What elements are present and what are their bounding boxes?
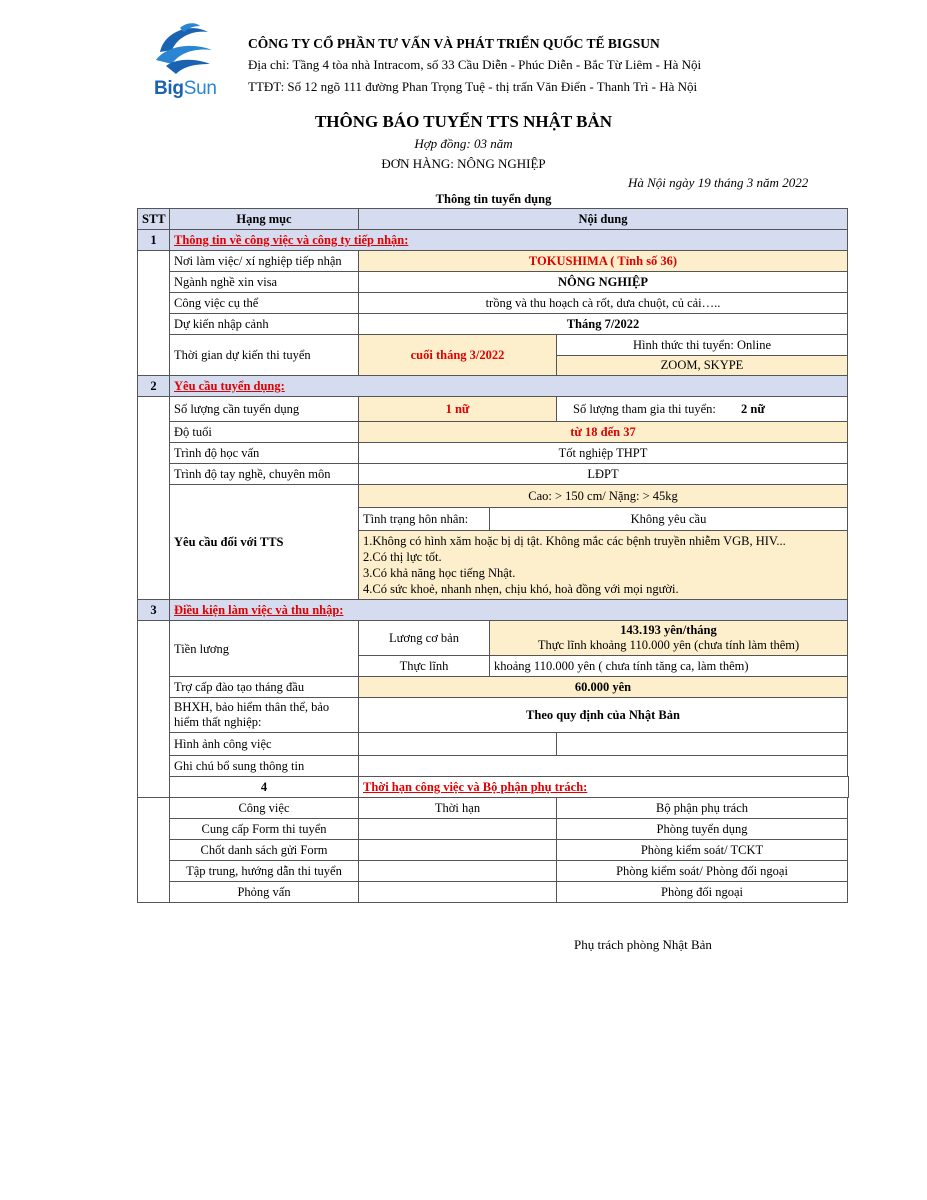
table-row — [138, 840, 849, 861]
row-label: Dự kiến nhập cảnh — [170, 314, 359, 335]
training-center-address: TTĐT: Số 12 ngõ 111 đường Phan Trọng Tuệ - thị trấn Văn Điển - Thanh Trì - Hà Nội — [248, 79, 698, 94]
row-label: Độ tuổi — [170, 422, 359, 443]
base-salary-value: 143.193 yên/tháng — [620, 623, 717, 637]
row-label: Tiền lương — [170, 621, 359, 677]
dept-cell: Phòng đối ngoại — [557, 882, 848, 903]
row-value: NÔNG NGHIỆP — [359, 272, 848, 293]
table-row — [138, 443, 849, 464]
company-name: CÔNG TY CỔ PHẦN TƯ VẤN VÀ PHÁT TRIỂN QUỐC TẾ BIGSUN — [248, 36, 660, 51]
section-1-row — [138, 230, 849, 251]
marital-label: Tình trạng hôn nhân: — [359, 508, 490, 530]
requirement-item: 3.Có khả năng học tiếng Nhật. — [363, 566, 516, 580]
task-cell: Phỏng vấn — [170, 882, 359, 903]
table-row — [138, 819, 849, 840]
row-label: Trình độ học vấn — [170, 443, 359, 464]
deadline-cell — [359, 840, 557, 861]
requirements-list — [359, 531, 847, 599]
table-row — [138, 798, 849, 819]
exam-form: Hình thức thi tuyển: Online — [557, 335, 847, 356]
section-title: Thời hạn công việc và Bộ phận phụ trách: — [363, 780, 588, 794]
row-value: Tháng 7/2022 — [359, 314, 848, 335]
section-number: 1 — [138, 230, 170, 251]
table-header-row — [138, 209, 849, 230]
row-label: Ngành nghề xin visa — [170, 272, 359, 293]
table-row — [138, 422, 849, 443]
deadline-cell — [359, 861, 557, 882]
header-content: Nội dung — [359, 209, 848, 230]
requirement-item: 4.Có sức khoẻ, nhanh nhẹn, chịu khó, hoà đồng với mọi người. — [363, 582, 679, 596]
base-salary-label: Lương cơ bản — [359, 621, 490, 656]
row-label: Công việc cụ thể — [170, 293, 359, 314]
section-title: Điều kiện làm việc và thu nhập: — [174, 603, 344, 617]
row-label: Số lượng cần tuyển dụng — [170, 397, 359, 422]
row-label: Yêu cầu đối với TTS — [170, 485, 359, 600]
task-cell: Tập trung, hướng dẫn thi tuyển — [170, 861, 359, 882]
net-salary-label: Thực lĩnh — [359, 656, 490, 677]
table-row — [138, 314, 849, 335]
requirement-item: 2.Có thị lực tốt. — [363, 550, 442, 564]
table-row — [138, 397, 849, 422]
row-value: 1 nữ — [359, 397, 557, 422]
base-salary-note: Thực lĩnh khoảng 110.000 yên (chưa tính làm thêm) — [537, 638, 800, 652]
marital-value: Không yêu cầu — [630, 512, 707, 526]
row-value: trồng và thu hoạch cà rốt, dưa chuột, củ cải….. — [359, 293, 848, 314]
row-label: Hình ảnh công việc — [170, 733, 359, 756]
order-type: ĐƠN HÀNG: NÔNG NGHIỆP — [381, 156, 546, 171]
row-label: Thời gian dự kiến thi tuyển — [170, 335, 359, 376]
table-row — [138, 677, 849, 698]
table-row — [138, 272, 849, 293]
exam-qty-value: 2 nữ — [741, 402, 765, 416]
col-task: Công việc — [170, 798, 359, 819]
row-value: từ 18 đến 37 — [359, 422, 848, 443]
table-row — [138, 861, 849, 882]
row-label: BHXH, bảo hiểm thân thể, bảo hiểm thất nghiệp: — [170, 698, 359, 733]
bigsun-logo — [150, 20, 218, 100]
section-3-row — [138, 600, 849, 621]
table-row — [138, 698, 849, 733]
task-cell: Chốt danh sách gửi Form — [170, 840, 359, 861]
row-value: cuối tháng 3/2022 — [359, 335, 557, 376]
body-requirement: Cao: > 150 cm/ Nặng: > 45kg — [359, 485, 847, 508]
section-number: 4 — [170, 777, 359, 798]
logo-wordmark: BigSun — [154, 78, 217, 99]
header-stt: STT — [138, 209, 170, 230]
section-number: 2 — [138, 376, 170, 397]
bird-logo-icon — [150, 20, 218, 80]
table-row — [138, 621, 849, 656]
company-address: Địa chỉ: Tầng 4 tòa nhà Intracom, số 33 Cầu Diễn - Phúc Diễn - Bắc Từ Liêm - Hà Nội — [248, 57, 702, 72]
table-row — [138, 251, 849, 272]
col-dept: Bộ phận phụ trách — [557, 798, 848, 819]
deadline-cell — [359, 819, 557, 840]
table-row — [138, 335, 849, 376]
dept-cell: Phòng kiểm soát/ Phòng đối ngoại — [557, 861, 848, 882]
row-value: Tốt nghiệp THPT — [359, 443, 848, 464]
row-value: Theo quy định của Nhật Bản — [359, 698, 848, 733]
requirement-item: 1.Không có hình xăm hoặc bị dị tật. Không mắc các bệnh truyền nhiễm VGB, HIV... — [363, 534, 786, 548]
row-value: 60.000 yên — [359, 677, 848, 698]
row-value: TOKUSHIMA ( Tỉnh số 36) — [359, 251, 848, 272]
dept-cell: Phòng kiểm soát/ TCKT — [557, 840, 848, 861]
deadline-cell — [359, 882, 557, 903]
table-caption: Thông tin tuyển dụng — [435, 192, 552, 206]
document-date: Hà Nội ngày 19 tháng 3 năm 2022 — [628, 175, 809, 190]
section-title: Yêu cầu tuyển dụng: — [174, 379, 285, 393]
exam-qty-label: Số lượng tham gia thi tuyển: — [573, 402, 716, 416]
table-row — [138, 464, 849, 485]
row-label: Nơi làm việc/ xí nghiệp tiếp nhận — [170, 251, 359, 272]
table-row — [138, 733, 849, 756]
row-label: Trình độ tay nghề, chuyên môn — [170, 464, 359, 485]
section-2-row — [138, 376, 849, 397]
contract-term: Hợp đồng: 03 năm — [414, 136, 513, 151]
signer-title: Phụ trách phòng Nhật Bản — [574, 937, 712, 952]
dept-cell: Phòng tuyển dụng — [557, 819, 848, 840]
table-row — [138, 756, 849, 777]
col-deadline: Thời hạn — [359, 798, 557, 819]
header-item: Hạng mục — [170, 209, 359, 230]
net-salary-value: khoảng 110.000 yên ( chưa tính tăng ca, làm thêm) — [490, 656, 848, 677]
table-row — [138, 485, 849, 600]
recruitment-table — [137, 208, 849, 903]
row-label: Ghi chú bổ sung thông tin — [170, 756, 359, 777]
row-value: LĐPT — [359, 464, 848, 485]
task-cell: Cung cấp Form thi tuyển — [170, 819, 359, 840]
section-title: Thông tin về công việc và công ty tiếp nhận: — [174, 233, 409, 247]
table-row — [138, 293, 849, 314]
row-label: Trợ cấp đào tạo tháng đầu — [170, 677, 359, 698]
section-4-row — [138, 777, 849, 798]
exam-tools: ZOOM, SKYPE — [557, 356, 847, 375]
document-title: THÔNG BÁO TUYỂN TTS NHẬT BẢN — [314, 112, 613, 131]
section-number: 3 — [138, 600, 170, 621]
table-row — [138, 882, 849, 903]
letterhead — [150, 20, 870, 100]
